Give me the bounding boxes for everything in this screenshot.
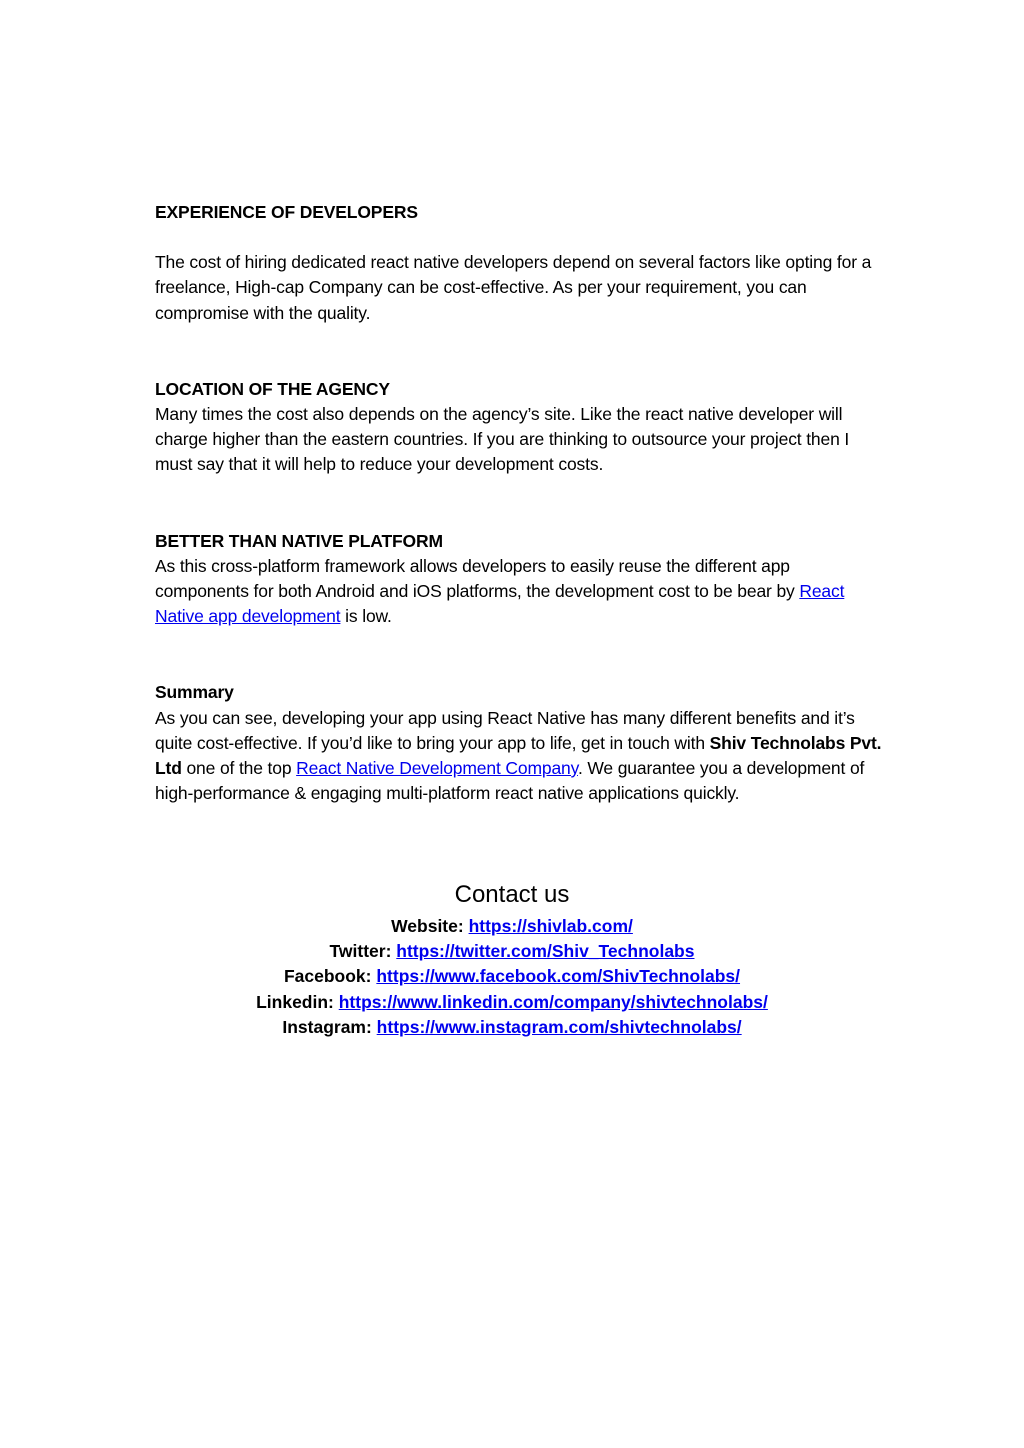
instagram-link[interactable]: https://www.instagram.com/shivtechnolabs/ xyxy=(376,1016,742,1037)
contact-website xyxy=(0,914,1024,939)
section-paragraph: Many times the cost also depends on the agency’s site. Like the react native developer will charge higher than the eastern countries. If you are thinking to outsource your project then I must say that it will help to reduce your development costs. xyxy=(155,404,850,475)
website-link[interactable]: https://shivlab.com/ xyxy=(468,916,633,936)
paragraph-text: As this cross-platform framework allows developers to easily reuse the different app components for both Android and iOS platforms, the development cost to be bear by xyxy=(155,555,800,602)
section-better-than-native xyxy=(155,529,885,630)
contact-label: Twitter: xyxy=(329,941,397,962)
contact-linkedin xyxy=(0,990,1024,1015)
paragraph-text: one of the top xyxy=(181,758,297,779)
react-native-development-company-link[interactable]: React Native Development Company xyxy=(296,758,578,779)
contact-instagram xyxy=(0,1015,1024,1040)
section-paragraph: The cost of hiring dedicated react native developers depend on several factors like opting for a freelance, High-cap Company can be cost-effective. As per your requirement, you can compromise with the quality. xyxy=(155,252,872,323)
contact-facebook xyxy=(0,964,1024,989)
document-body xyxy=(155,200,885,806)
section-paragraph xyxy=(155,554,885,630)
contact-twitter xyxy=(0,939,1024,964)
paragraph-text: As you can see, developing your app using React Native has many different benefits and it’s quite cost-effective. If you’d like to bring your app to life, get in touch with xyxy=(155,707,855,753)
company-name: Shiv Technolabs Pvt. Ltd xyxy=(155,732,882,779)
section-paragraph xyxy=(155,706,885,807)
section-heading: EXPERIENCE OF DEVELOPERS xyxy=(155,202,418,222)
contact-label: Instagram: xyxy=(282,1016,377,1037)
paragraph-text: is low. xyxy=(340,606,392,627)
contact-label: Facebook: xyxy=(283,966,377,987)
contact-label: Website: xyxy=(391,916,469,936)
react-native-app-development-link[interactable]: React Native app development xyxy=(155,581,845,627)
section-heading: Summary xyxy=(155,682,234,703)
contact-label: Linkedin: xyxy=(256,991,339,1012)
contact-title: Contact us xyxy=(454,881,570,908)
section-heading: BETTER THAN NATIVE PLATFORM xyxy=(155,530,443,551)
twitter-link[interactable]: https://twitter.com/Shiv_Technolabs xyxy=(396,941,695,962)
facebook-link[interactable]: https://www.facebook.com/ShivTechnolabs/ xyxy=(376,966,741,987)
linkedin-link[interactable]: https://www.linkedin.com/company/shivtechnolabs/ xyxy=(338,991,768,1012)
paragraph-text: . We guarantee you a development of high-performance & engaging multi-platform react native applications quickly. xyxy=(155,758,865,804)
section-location xyxy=(155,377,885,478)
contact-block xyxy=(0,878,1024,1040)
section-heading: LOCATION OF THE AGENCY xyxy=(155,378,390,399)
section-summary xyxy=(155,680,885,806)
section-experience xyxy=(155,200,885,326)
